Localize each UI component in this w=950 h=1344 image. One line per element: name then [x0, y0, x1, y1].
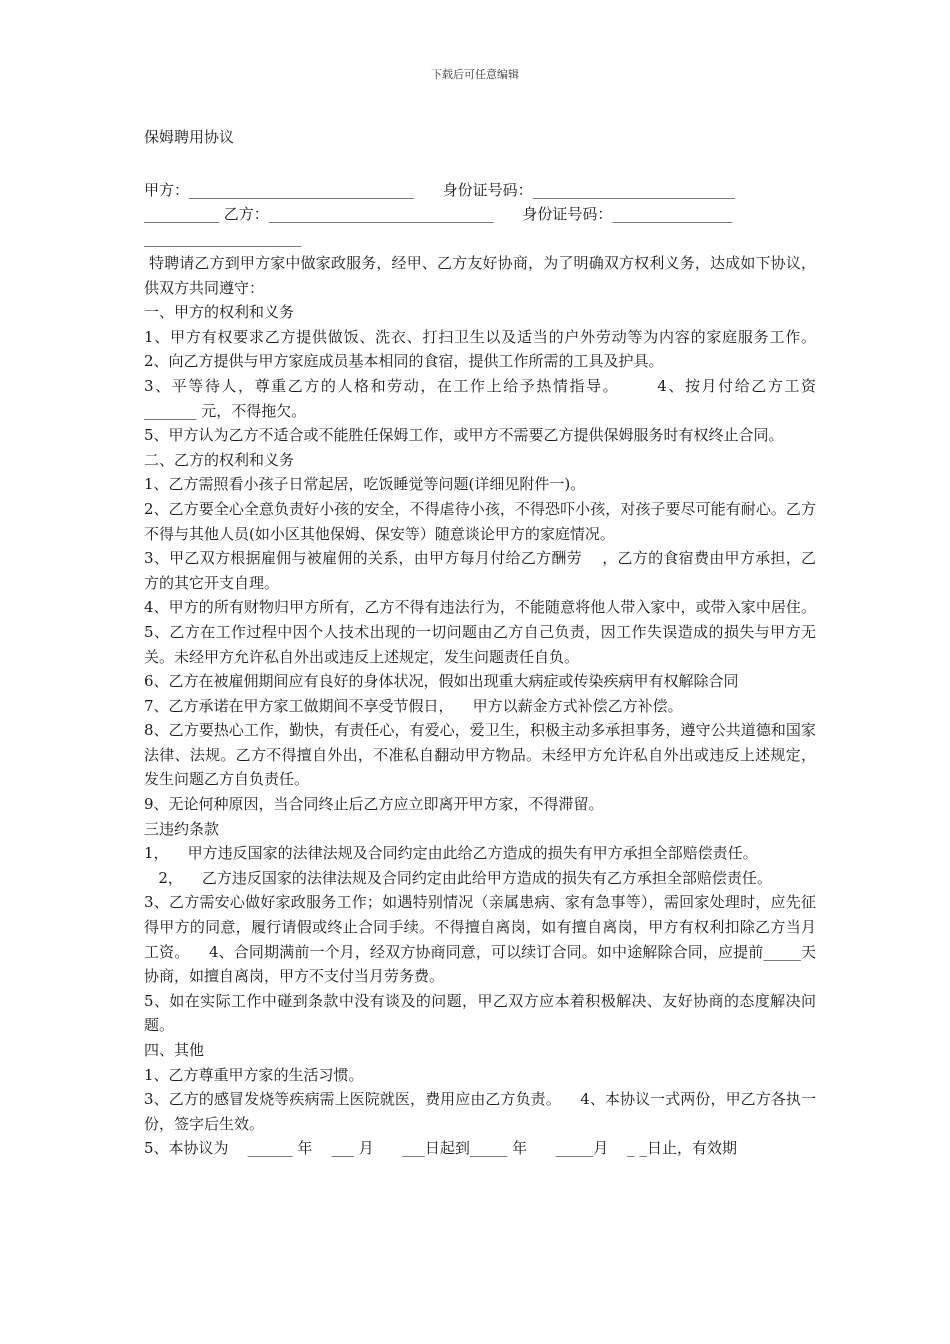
clause-b-9: 9、无论何种原因，当合同终止后乙方应立即离开甲方家，不得滞留。: [144, 795, 604, 814]
clause-other-1: 1、乙方尊重甲方家的生活习惯。: [144, 1065, 364, 1084]
section-heading-party-a: 一、甲方的权利和义务: [144, 303, 295, 322]
document-title: 保姆聘用协议: [144, 128, 235, 146]
clause-b-1: 1、乙方需照看小孩子日常起居，吃饭睡觉等问题(详细见附件一)。: [144, 475, 586, 494]
clause-b-6: 6、乙方在被雇佣期间应有良好的身体状况，假如出现重大病症或传染疾病甲有权解除合同: [144, 672, 739, 691]
agreement-body: [144, 251, 836, 1161]
clause-breach-2: 2， 乙方违反国家的法律法规及合同约定由此给甲方造成的损失有乙方承担全部赔偿责任。: [144, 868, 772, 887]
clause-breach-1: 1， 甲方违反国家的法律法规及合同约定由此给乙方造成的损失有甲方承担全部赔偿责任。: [144, 844, 758, 863]
section-heading-party-b: 二、乙方的权利和义务: [144, 450, 295, 469]
clause-other-3-4: 3、乙方的感冒发烧等疾病需上医院就医，费用应由乙方负责。 4、本协议一式两份，甲乙方各执一份，签字后生效。: [144, 1090, 816, 1133]
preamble: 特聘请乙方到甲方家中做家政服务，经甲、乙方友好协商，为了明确双方权利义务，达成如下协议，供双方共同遵守：: [144, 254, 816, 297]
clause-b-2: 2、乙方要全心全意负责好小孩的安全，不得虐待小孩，不得恐吓小孩，对孩子要尽可能有耐心。乙方不得与其他人员(如小区其他保姆、保安等）随意谈论甲方的家庭情况。: [144, 499, 816, 543]
clause-a-1-2: 1、甲方有权要求乙方提供做饭、洗衣、打扫卫生以及适当的户外劳动等为内容的家庭服务工作。 2、向乙方提供与甲方家庭成员基本相同的食宿，提供工作所需的工具及护具。: [144, 327, 836, 371]
clause-breach-3-4: 3、乙方需安心做好家政服务工作；如遇特别情况（亲属患病、家有急事等），需回家处理时，应先征得甲方的同意，履行请假或终止合同手续。不得擅自离岗，如有擅自离岗，甲方有权利扣除乙方当月工资。 4、合同期满前一个月，经双方协商同意，可以续订合同。如中途解除合同，应提前_____天协商，如擅自离岗，甲方不支付当月劳务费。: [144, 893, 816, 986]
party-a-line: 甲方：______________________________ 身份证号码：___________________________: [144, 181, 736, 199]
clause-other-5: 5、本协议为 ______ 年 ___ 月 ___日起到_____ 年 _____月 _ _日止，有效期: [144, 1139, 738, 1158]
clause-a-3-4: 3、平等待人，尊重乙方的人格和劳动，在工作上给予热情指导。 4、按月付给乙方工资 _______ 元，不得拖欠。: [144, 376, 836, 420]
clause-breach-5: 5、如在实际工作中碰到条款中没有谈及的问题，甲乙双方应本着积极解决、友好协商的态度解决问题。: [144, 991, 816, 1035]
section-heading-other: 四、其他: [144, 1041, 205, 1059]
clause-b-7: 7、乙方承诺在甲方家工做期间不享受节假日， 甲方以薪金方式补偿乙方补偿。: [144, 696, 683, 715]
clause-a-5: 5、甲方认为乙方不适合或不能胜任保姆工作，或甲方不需要乙方提供保姆服务时有权终止合同。: [144, 426, 784, 445]
clause-b-4-5: 4、甲方的所有财物归甲方所有，乙方不得有违法行为，不能随意将他人带入家中，或带入家中居住。 5、乙方在工作过程中因个人技术出现的一切问题由乙方自己负责，因工作失误造成的损失与甲方无关。未经甲方允许私自外出或违反上述规定，发生问题责任自负。: [144, 598, 836, 666]
party-b-line: __________ 乙方：______________________________ 身份证号码：________________: [144, 205, 733, 223]
clause-b-8: 8、乙方要热心工作，勤快，有责任心，有爱心，爱卫生，积极主动多承担事务，遵守公共道德和国家法律、法规。乙方不得擅自外出，不准私自翻动甲方物品。未经甲方允许私自外出或违反上述规定，发生问题乙方自负责任。: [144, 721, 816, 789]
party-b-id-continuation: _____________________: [144, 229, 302, 247]
section-heading-breach: 三违约条款: [144, 819, 220, 838]
page-header-note: 下载后可任意编辑: [431, 68, 519, 81]
parties-block: [144, 178, 816, 250]
clause-b-3: 3、甲乙双方根据雇佣与被雇佣的关系，由甲方每月付给乙方酬劳 ，乙方的食宿费由甲方承担，乙方的其它开支自理。: [144, 549, 816, 592]
